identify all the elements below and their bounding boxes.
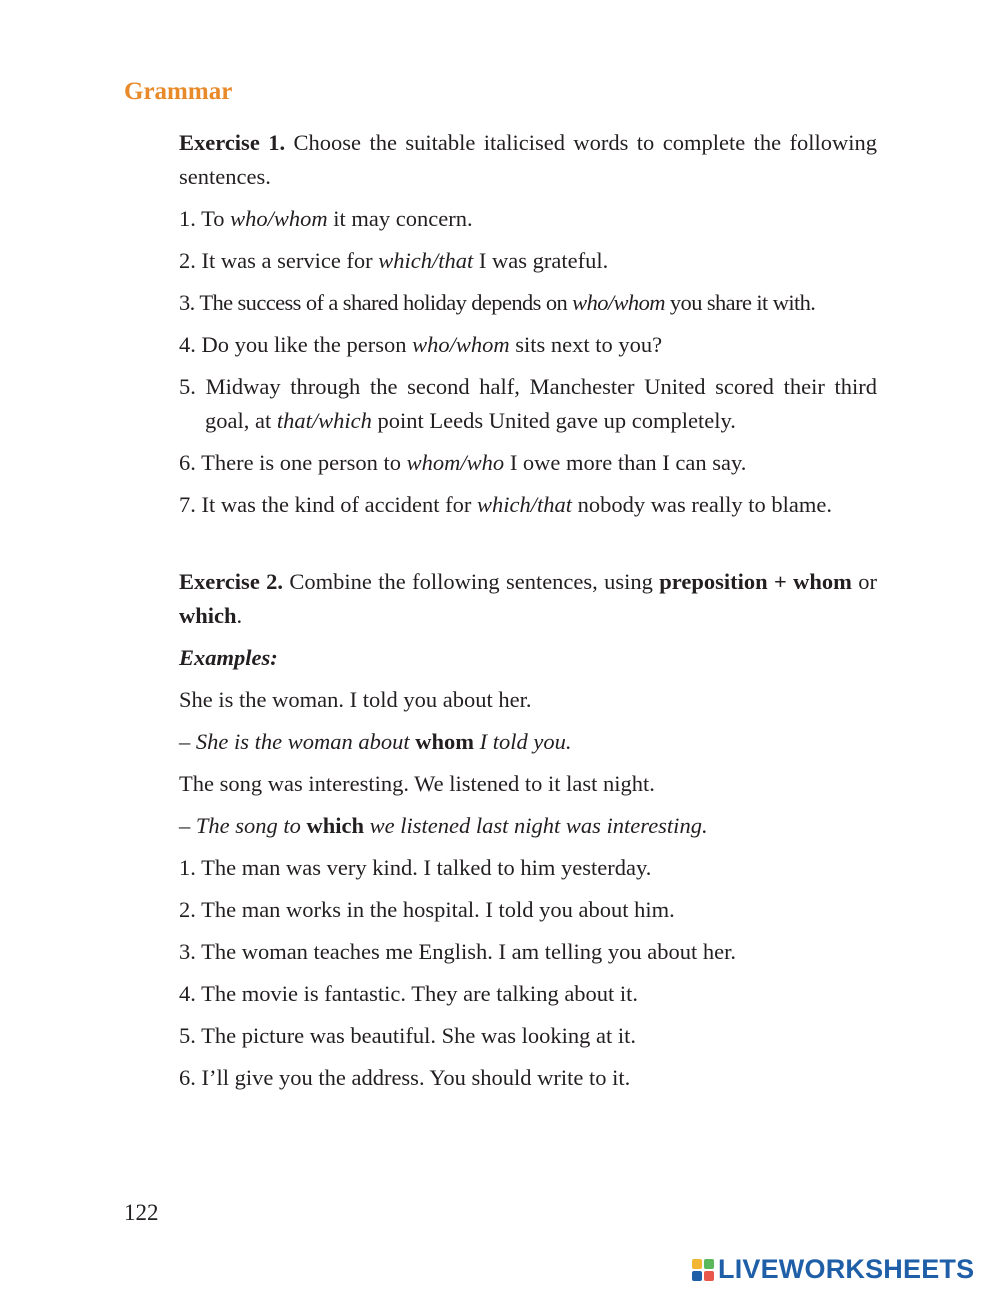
item-text: Do you like the person <box>201 332 413 357</box>
exercise-1-item-2 <box>179 244 877 278</box>
item-choice: who/whom <box>412 332 510 357</box>
item-choice: whom/who <box>406 450 505 475</box>
exercise-1-item-4 <box>179 328 877 362</box>
item-text: nobody was really to blame. <box>572 492 832 517</box>
item-text: The success of a shared holiday depends on <box>199 290 573 315</box>
exercise-1-item-1 <box>179 202 877 236</box>
page-number: 122 <box>124 1200 159 1225</box>
example-1-answer: – She is the woman about whom I told you. <box>179 729 572 754</box>
exercise-2-item-6: 6. I’ll give you the address. You should write to it. <box>179 1065 631 1090</box>
item-number: 4. <box>179 332 196 357</box>
exercise-1-instruction <box>179 126 877 194</box>
item-choice: which/that <box>477 492 573 517</box>
exercise-1-item-5 <box>179 370 877 438</box>
instruction-text: Combine the following sentences, using <box>289 569 660 594</box>
exercise-2-item-3: 3. The woman teaches me English. I am telling you about her. <box>179 939 736 964</box>
examples-label: Examples: <box>179 645 278 670</box>
exercise-1-label: Exercise 1. <box>179 130 286 155</box>
example-1-prompt: She is the woman. I told you about her. <box>179 687 532 712</box>
section-spacer <box>179 530 877 565</box>
instruction-keyword: which <box>179 603 237 628</box>
item-text: There is one person to <box>201 450 407 475</box>
item-text: point Leeds United gave up completely. <box>371 408 736 433</box>
item-choice: which/that <box>378 248 474 273</box>
item-text: It was a service for <box>201 248 379 273</box>
exercise-2-label: Exercise 2. <box>179 569 284 594</box>
item-number: 5. <box>179 374 196 399</box>
item-text: it may concern. <box>327 206 473 231</box>
item-text: I owe more than I can say. <box>504 450 747 475</box>
liveworksheets-logo <box>692 1254 974 1285</box>
example-2-prompt: The song was interesting. We listened to it last night. <box>179 771 655 796</box>
item-text: To <box>201 206 231 231</box>
item-text: I was grateful. <box>473 248 609 273</box>
item-text: sits next to you? <box>509 332 663 357</box>
example-2-answer: – The song to which we listened last night was interesting. <box>179 813 708 838</box>
exercise-2-item-4: 4. The movie is fantastic. They are talking about it. <box>179 981 639 1006</box>
exercise-content <box>179 126 877 1103</box>
instruction-text: or <box>851 569 878 594</box>
item-text: Midway through the second half, Manchester United scored their third goal, at <box>205 374 878 433</box>
exercise-2-item-5: 5. The picture was beautiful. She was looking at it. <box>179 1023 636 1048</box>
logo-text: LIVEWORKSHEETS <box>718 1254 975 1284</box>
instruction-text: . <box>236 603 243 628</box>
exercise-1-item-6 <box>179 446 877 480</box>
item-choice: who/whom <box>572 290 665 315</box>
exercise-2-item-1: 1. The man was very kind. I talked to him yesterday. <box>179 855 652 880</box>
item-number: 7. <box>179 492 196 517</box>
exercise-2-item-2: 2. The man works in the hospital. I told you about him. <box>179 897 675 922</box>
item-text: you share it with. <box>664 290 816 315</box>
item-number: 6. <box>179 450 196 475</box>
item-choice: that/which <box>276 408 372 433</box>
item-number: 1. <box>179 206 196 231</box>
item-text: It was the kind of accident for <box>201 492 478 517</box>
exercise-1-item-7 <box>179 488 877 522</box>
section-title: Grammar <box>124 78 233 105</box>
exercise-1-item-3 <box>179 286 877 320</box>
logo-mark-icon <box>692 1259 714 1281</box>
exercise-2-instruction <box>179 565 877 633</box>
item-number: 2. <box>179 248 196 273</box>
exercise-1-instruction-text: Choose the suitable italicised words to complete the following sentences. <box>179 130 878 189</box>
instruction-keyword: preposition + whom <box>659 569 852 594</box>
item-number: 3. <box>179 290 195 315</box>
item-choice: who/whom <box>230 206 328 231</box>
